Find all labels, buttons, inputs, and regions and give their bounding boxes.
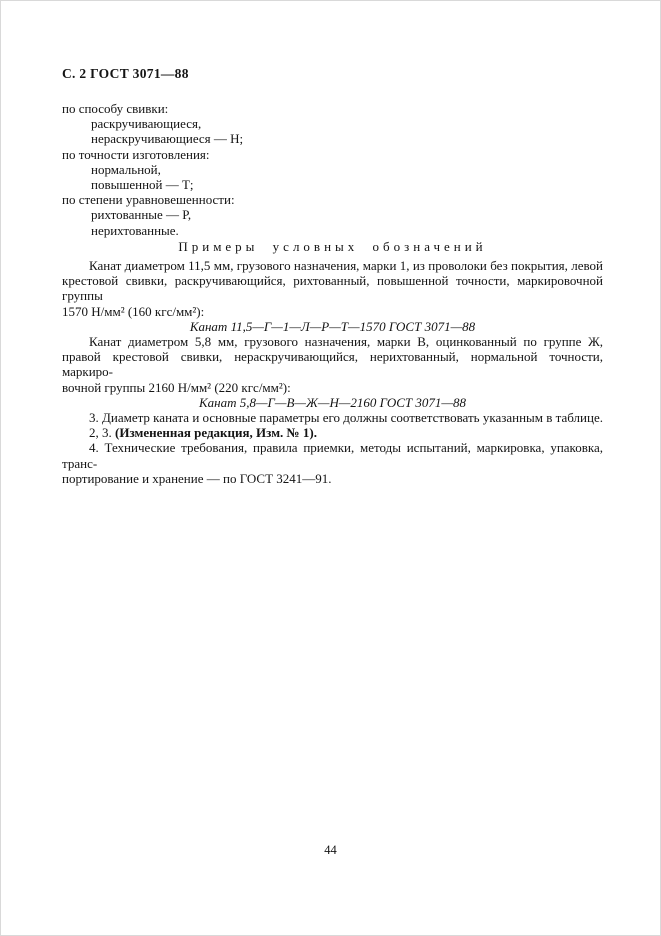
example-2-designation: Канат 5,8—Г—В—Ж—Н—2160 ГОСТ 3071—88 bbox=[199, 394, 466, 410]
clause-2-3-prefix: 2, 3. bbox=[89, 425, 112, 441]
paragraph-line: портирование и хранение — по ГОСТ 3241—91. bbox=[62, 470, 332, 486]
list-group-1-item-1: раскручивающиеся, bbox=[91, 116, 202, 132]
list-group-3-label: по степени уравновешенности: bbox=[62, 192, 235, 208]
example-1-designation: Канат 11,5—Г—1—Л—Р—Т—1570 ГОСТ 3071—88 bbox=[189, 318, 476, 334]
list-group-2-item-2: повышенной — Т; bbox=[91, 177, 194, 193]
list-group-3-item-1: рихтованные — Р, bbox=[91, 207, 192, 223]
clause-3: 3. Диаметр каната и основные параметры его должны соответствовать указанным в таблице. bbox=[89, 410, 603, 426]
running-header: С. 2 ГОСТ 3071—88 bbox=[62, 66, 189, 81]
examples-section-heading: Примеры условных обозначений bbox=[178, 238, 487, 254]
paragraph-line: крестовой свивки, раскручивающийся, рихтованный, повышенной точности, маркировочной группы bbox=[62, 273, 603, 304]
document-body bbox=[62, 101, 603, 486]
page-number: 44 bbox=[324, 843, 337, 857]
list-group-2-item-1: нормальной, bbox=[91, 161, 161, 177]
example-2-description bbox=[62, 334, 603, 395]
example-1-description bbox=[62, 258, 603, 319]
paragraph-line: Канат диаметром 11,5 мм, грузового назначения, марки 1, из проволоки без покрытия, левой bbox=[89, 258, 603, 274]
clause-2-3-bold-text: (Измененная редакция, Изм. № 1). bbox=[115, 425, 317, 441]
paragraph-line: правой крестовой свивки, нераскручивающийся, нерихтованный, нормальной точности, маркиро- bbox=[62, 349, 603, 380]
clause-2-3-amendment bbox=[62, 425, 603, 440]
paragraph-line: Канат диаметром 5,8 мм, грузового назначения, марки В, оцинкованный по группе Ж, bbox=[89, 334, 603, 350]
list-group-1-item-2: нераскручивающиеся — Н; bbox=[91, 131, 244, 147]
list-group-3-item-2: нерихтованные. bbox=[91, 222, 179, 238]
list-group-1-label: по способу свивки: bbox=[62, 101, 169, 116]
clause-4 bbox=[62, 440, 603, 486]
paragraph-line: 1570 Н/мм² (160 кгс/мм²): bbox=[62, 303, 205, 319]
list-group-2-label: по точности изготовления: bbox=[62, 146, 210, 162]
paragraph-line: 4. Технические требования, правила приемки, методы испытаний, маркировка, упаковка, транс- bbox=[62, 440, 603, 471]
paragraph-line: вочной группы 2160 Н/мм² (220 кгс/мм²): bbox=[62, 379, 291, 395]
